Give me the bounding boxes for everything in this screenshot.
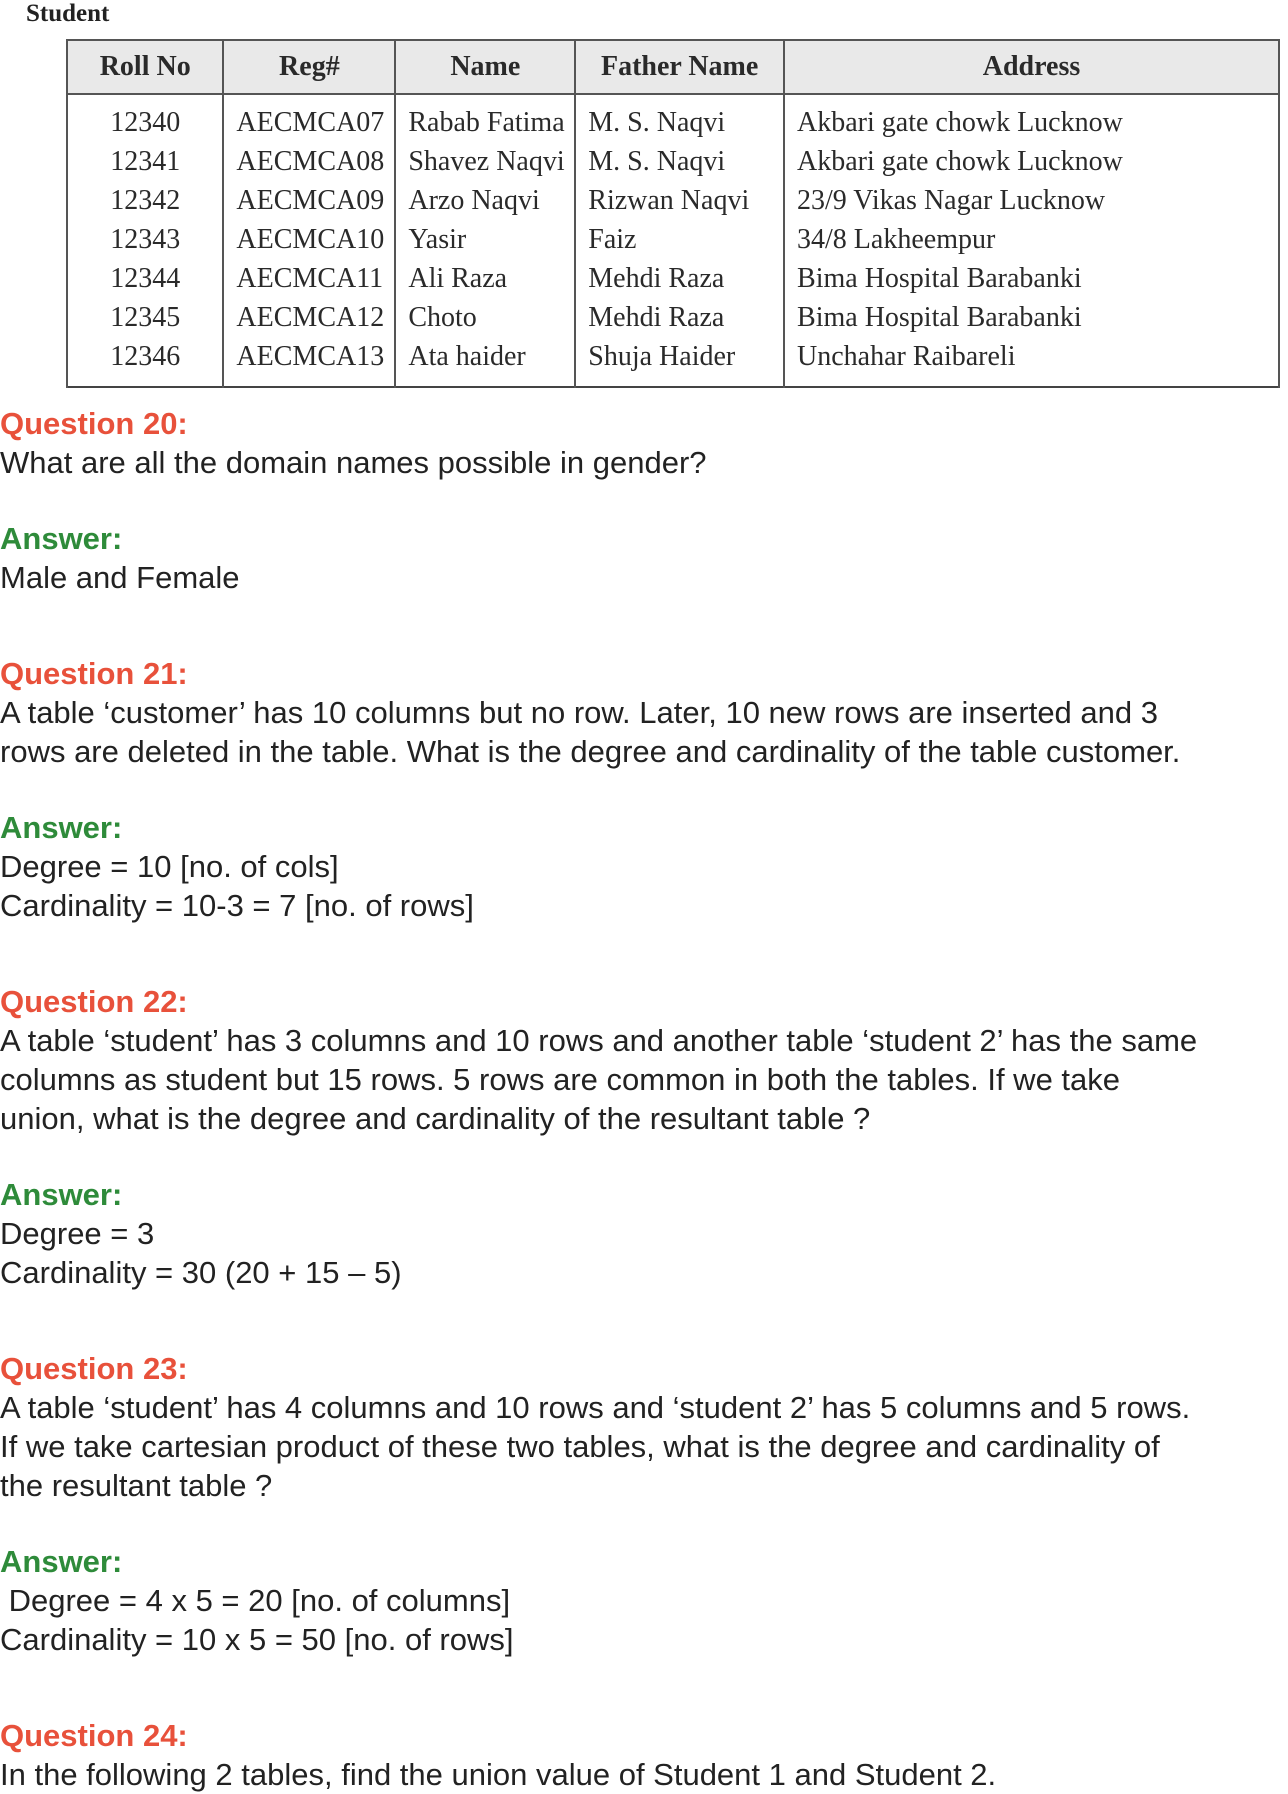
question-22-label: Question 22: xyxy=(0,984,188,1019)
question-20-text: What are all the domain names possible in gender? xyxy=(0,445,707,480)
cell-reg: AECMCA11 xyxy=(223,259,395,298)
cell-roll-no: 12341 xyxy=(67,142,223,181)
answer-20-text: Male and Female xyxy=(0,560,240,595)
answer-21-text: Cardinality = 10-3 = 7 [no. of rows] xyxy=(0,888,474,923)
cell-father-name: Mehdi Raza xyxy=(575,298,784,337)
table-caption: Student xyxy=(26,0,110,27)
cell-father-name: Rizwan Naqvi xyxy=(575,181,784,220)
cell-name: Yasir xyxy=(395,220,575,259)
question-22-text: union, what is the degree and cardinality of the resultant table ? xyxy=(0,1101,871,1136)
table-header-row xyxy=(67,40,1279,94)
table-row xyxy=(67,220,1279,259)
cell-address: 23/9 Vikas Nagar Lucknow xyxy=(784,181,1279,220)
cell-reg: AECMCA09 xyxy=(223,181,395,220)
answer-23-label: Answer: xyxy=(0,1544,123,1579)
column-header-reg: Reg# xyxy=(223,40,395,94)
cell-roll-no: 12340 xyxy=(67,94,223,142)
answer-22-text: Degree = 3 xyxy=(0,1216,155,1251)
question-22-text: A table ‘student’ has 3 columns and 10 rows and another table ‘student 2’ has the same xyxy=(0,1023,1198,1058)
answer-21-label: Answer: xyxy=(0,810,123,845)
cell-name: Choto xyxy=(395,298,575,337)
answer-21-text: Degree = 10 [no. of cols] xyxy=(0,849,339,884)
cell-address: Bima Hospital Barabanki xyxy=(784,259,1279,298)
column-header-name: Name xyxy=(395,40,575,94)
question-21-text: rows are deleted in the table. What is the degree and cardinality of the table customer. xyxy=(0,734,1181,769)
question-23-label: Question 23: xyxy=(0,1351,188,1386)
cell-reg: AECMCA10 xyxy=(223,220,395,259)
question-21-text: A table ‘customer’ has 10 columns but no row. Later, 10 new rows are inserted and 3 xyxy=(0,695,1158,730)
cell-name: Shavez Naqvi xyxy=(395,142,575,181)
cell-reg: AECMCA08 xyxy=(223,142,395,181)
cell-address: 34/8 Lakheempur xyxy=(784,220,1279,259)
answer-23-text: Cardinality = 10 x 5 = 50 [no. of rows] xyxy=(0,1622,514,1657)
question-21-label: Question 21: xyxy=(0,656,188,691)
question-24-text: In the following 2 tables, find the union value of Student 1 and Student 2. xyxy=(0,1757,997,1792)
cell-roll-no: 12345 xyxy=(67,298,223,337)
answer-23-text: Degree = 4 x 5 = 20 [no. of columns] xyxy=(0,1583,511,1618)
table-row xyxy=(67,337,1279,387)
question-24-label: Question 24: xyxy=(0,1718,188,1753)
answer-20-label: Answer: xyxy=(0,521,123,556)
column-header-roll-no: Roll No xyxy=(67,40,223,94)
cell-roll-no: 12346 xyxy=(67,337,223,387)
cell-address: Akbari gate chowk Lucknow xyxy=(784,94,1279,142)
cell-name: Rabab Fatima xyxy=(395,94,575,142)
question-23-text: the resultant table ? xyxy=(0,1468,273,1503)
cell-father-name: Faiz xyxy=(575,220,784,259)
table-row xyxy=(67,298,1279,337)
table-row xyxy=(67,142,1279,181)
question-answer-section xyxy=(0,404,1288,1794)
cell-name: Ali Raza xyxy=(395,259,575,298)
column-header-father-name: Father Name xyxy=(575,40,784,94)
cell-address: Akbari gate chowk Lucknow xyxy=(784,142,1279,181)
table-row xyxy=(67,94,1279,142)
cell-roll-no: 12342 xyxy=(67,181,223,220)
table-row xyxy=(67,259,1279,298)
cell-father-name: M. S. Naqvi xyxy=(575,142,784,181)
answer-22-text: Cardinality = 30 (20 + 15 – 5) xyxy=(0,1255,402,1290)
question-22-text: columns as student but 15 rows. 5 rows are common in both the tables. If we take xyxy=(0,1062,1121,1097)
cell-name: Arzo Naqvi xyxy=(395,181,575,220)
cell-roll-no: 12344 xyxy=(67,259,223,298)
answer-22-label: Answer: xyxy=(0,1177,123,1212)
cell-father-name: Shuja Haider xyxy=(575,337,784,387)
cell-address: Bima Hospital Barabanki xyxy=(784,298,1279,337)
cell-address: Unchahar Raibareli xyxy=(784,337,1279,387)
column-header-address: Address xyxy=(784,40,1279,94)
question-23-text: A table ‘student’ has 4 columns and 10 rows and ‘student 2’ has 5 columns and 5 rows. xyxy=(0,1390,1191,1425)
question-20-label: Question 20: xyxy=(0,406,188,441)
cell-reg: AECMCA07 xyxy=(223,94,395,142)
cell-reg: AECMCA13 xyxy=(223,337,395,387)
cell-father-name: Mehdi Raza xyxy=(575,259,784,298)
student-table xyxy=(66,39,1280,388)
cell-name: Ata haider xyxy=(395,337,575,387)
cell-roll-no: 12343 xyxy=(67,220,223,259)
cell-reg: AECMCA12 xyxy=(223,298,395,337)
question-23-text: If we take cartesian product of these two tables, what is the degree and cardinality of xyxy=(0,1429,1160,1464)
table-row xyxy=(67,181,1279,220)
cell-father-name: M. S. Naqvi xyxy=(575,94,784,142)
